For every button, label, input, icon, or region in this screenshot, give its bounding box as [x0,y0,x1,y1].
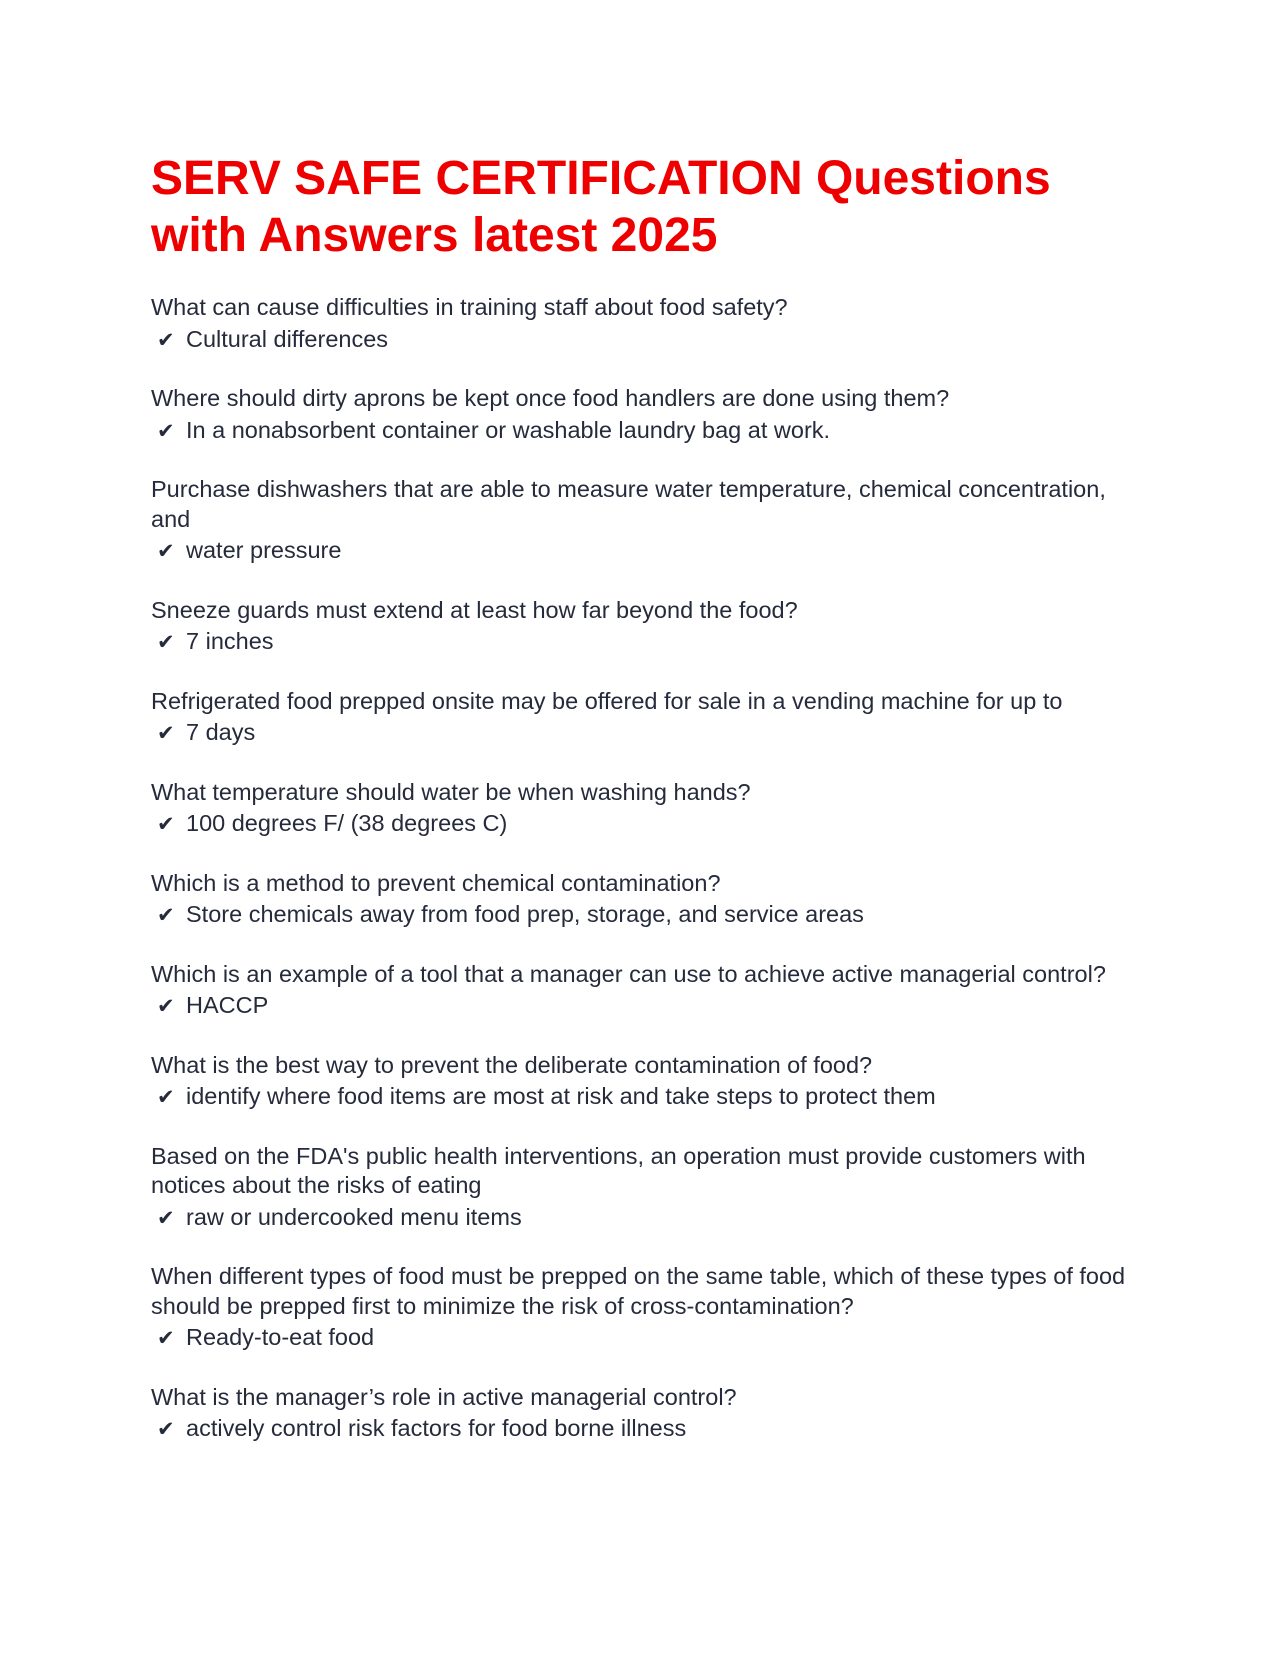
answer-text: 7 days [186,719,256,745]
check-mark-icon: ✔ [157,630,175,654]
qa-item [151,687,1141,749]
answer-text: In a nonabsorbent container or washable laundry bag at work. [186,416,831,443]
qa-item [151,1383,1141,1445]
answer-row [151,1082,1141,1113]
check-mark-icon: ✔ [157,721,175,745]
question-text: What is the manager’s role in active managerial control? [151,1383,737,1410]
question-text: When different types of food must be prepped on the same table, which of these types of food should be prepped first to minimize the risk of cross-contamination? [151,1263,1126,1319]
check-mark-icon: ✔ [157,994,175,1018]
check-mark-icon: ✔ [157,1085,175,1109]
qa-item [151,1051,1141,1113]
qa-item [151,960,1141,1022]
question-text: Which is an example of a tool that a manager can use to achieve active managerial control? [151,960,1106,987]
qa-item [151,778,1141,840]
check-mark-icon: ✔ [157,539,175,563]
answer-row [151,325,1141,356]
question-text: Which is a method to prevent chemical contamination? [151,869,721,896]
qa-item [151,869,1141,931]
answer-row [151,1414,1141,1445]
answer-text: Store chemicals away from food prep, storage, and service areas [186,901,864,927]
qa-item [151,596,1141,658]
answer-row [151,416,1141,447]
question-text: Sneeze guards must extend at least how far beyond the food? [151,596,798,623]
qa-list [151,293,1141,1445]
question-text: What temperature should water be when washing hands? [151,778,751,805]
question-text: Based on the FDA's public health interventions, an operation must provide customers with notices about the risks of eating [151,1142,1086,1198]
answer-text: identify where food items are most at risk and take steps to protect them [186,1083,936,1109]
document-title: SERV SAFE CERTIFICATION Questions with Answers latest 2025 [151,152,1051,262]
check-mark-icon: ✔ [157,1417,175,1441]
qa-item [151,475,1141,567]
qa-item [151,293,1141,355]
check-mark-icon: ✔ [157,812,175,836]
answer-text: raw or undercooked menu items [186,1203,522,1230]
question-text: Refrigerated food prepped onsite may be offered for sale in a vending machine for up to [151,687,1063,714]
answer-row [151,627,1141,658]
check-mark-icon: ✔ [157,418,175,443]
check-mark-icon: ✔ [157,1326,175,1350]
answer-text: Ready-to-eat food [186,1324,375,1350]
answer-row [151,536,1141,567]
answer-text: HACCP [186,992,269,1018]
qa-item [151,1142,1141,1234]
answer-row [151,1323,1141,1354]
question-text: Purchase dishwashers that are able to measure water temperature, chemical concentration, and [151,476,1106,532]
document-content [151,150,1141,1474]
check-mark-icon: ✔ [157,903,175,927]
qa-item [151,384,1141,446]
check-mark-icon: ✔ [157,1205,175,1230]
qa-item [151,1262,1141,1354]
question-text: What is the best way to prevent the deliberate contamination of food? [151,1051,873,1078]
answer-row [151,809,1141,840]
answer-text: Cultural differences [186,325,389,352]
answer-row [151,718,1141,749]
question-text: Where should dirty aprons be kept once food handlers are done using them? [151,385,950,411]
answer-text: 100 degrees F/ (38 degrees C) [186,810,508,836]
answer-text: water pressure [186,537,342,563]
answer-row [151,1203,1141,1234]
answer-row [151,991,1141,1022]
answer-text: 7 inches [186,628,274,654]
check-mark-icon: ✔ [157,327,175,352]
answer-text: actively control risk factors for food borne illness [186,1415,687,1441]
question-text: What can cause difficulties in training staff about food safety? [151,294,788,320]
answer-row [151,900,1141,931]
